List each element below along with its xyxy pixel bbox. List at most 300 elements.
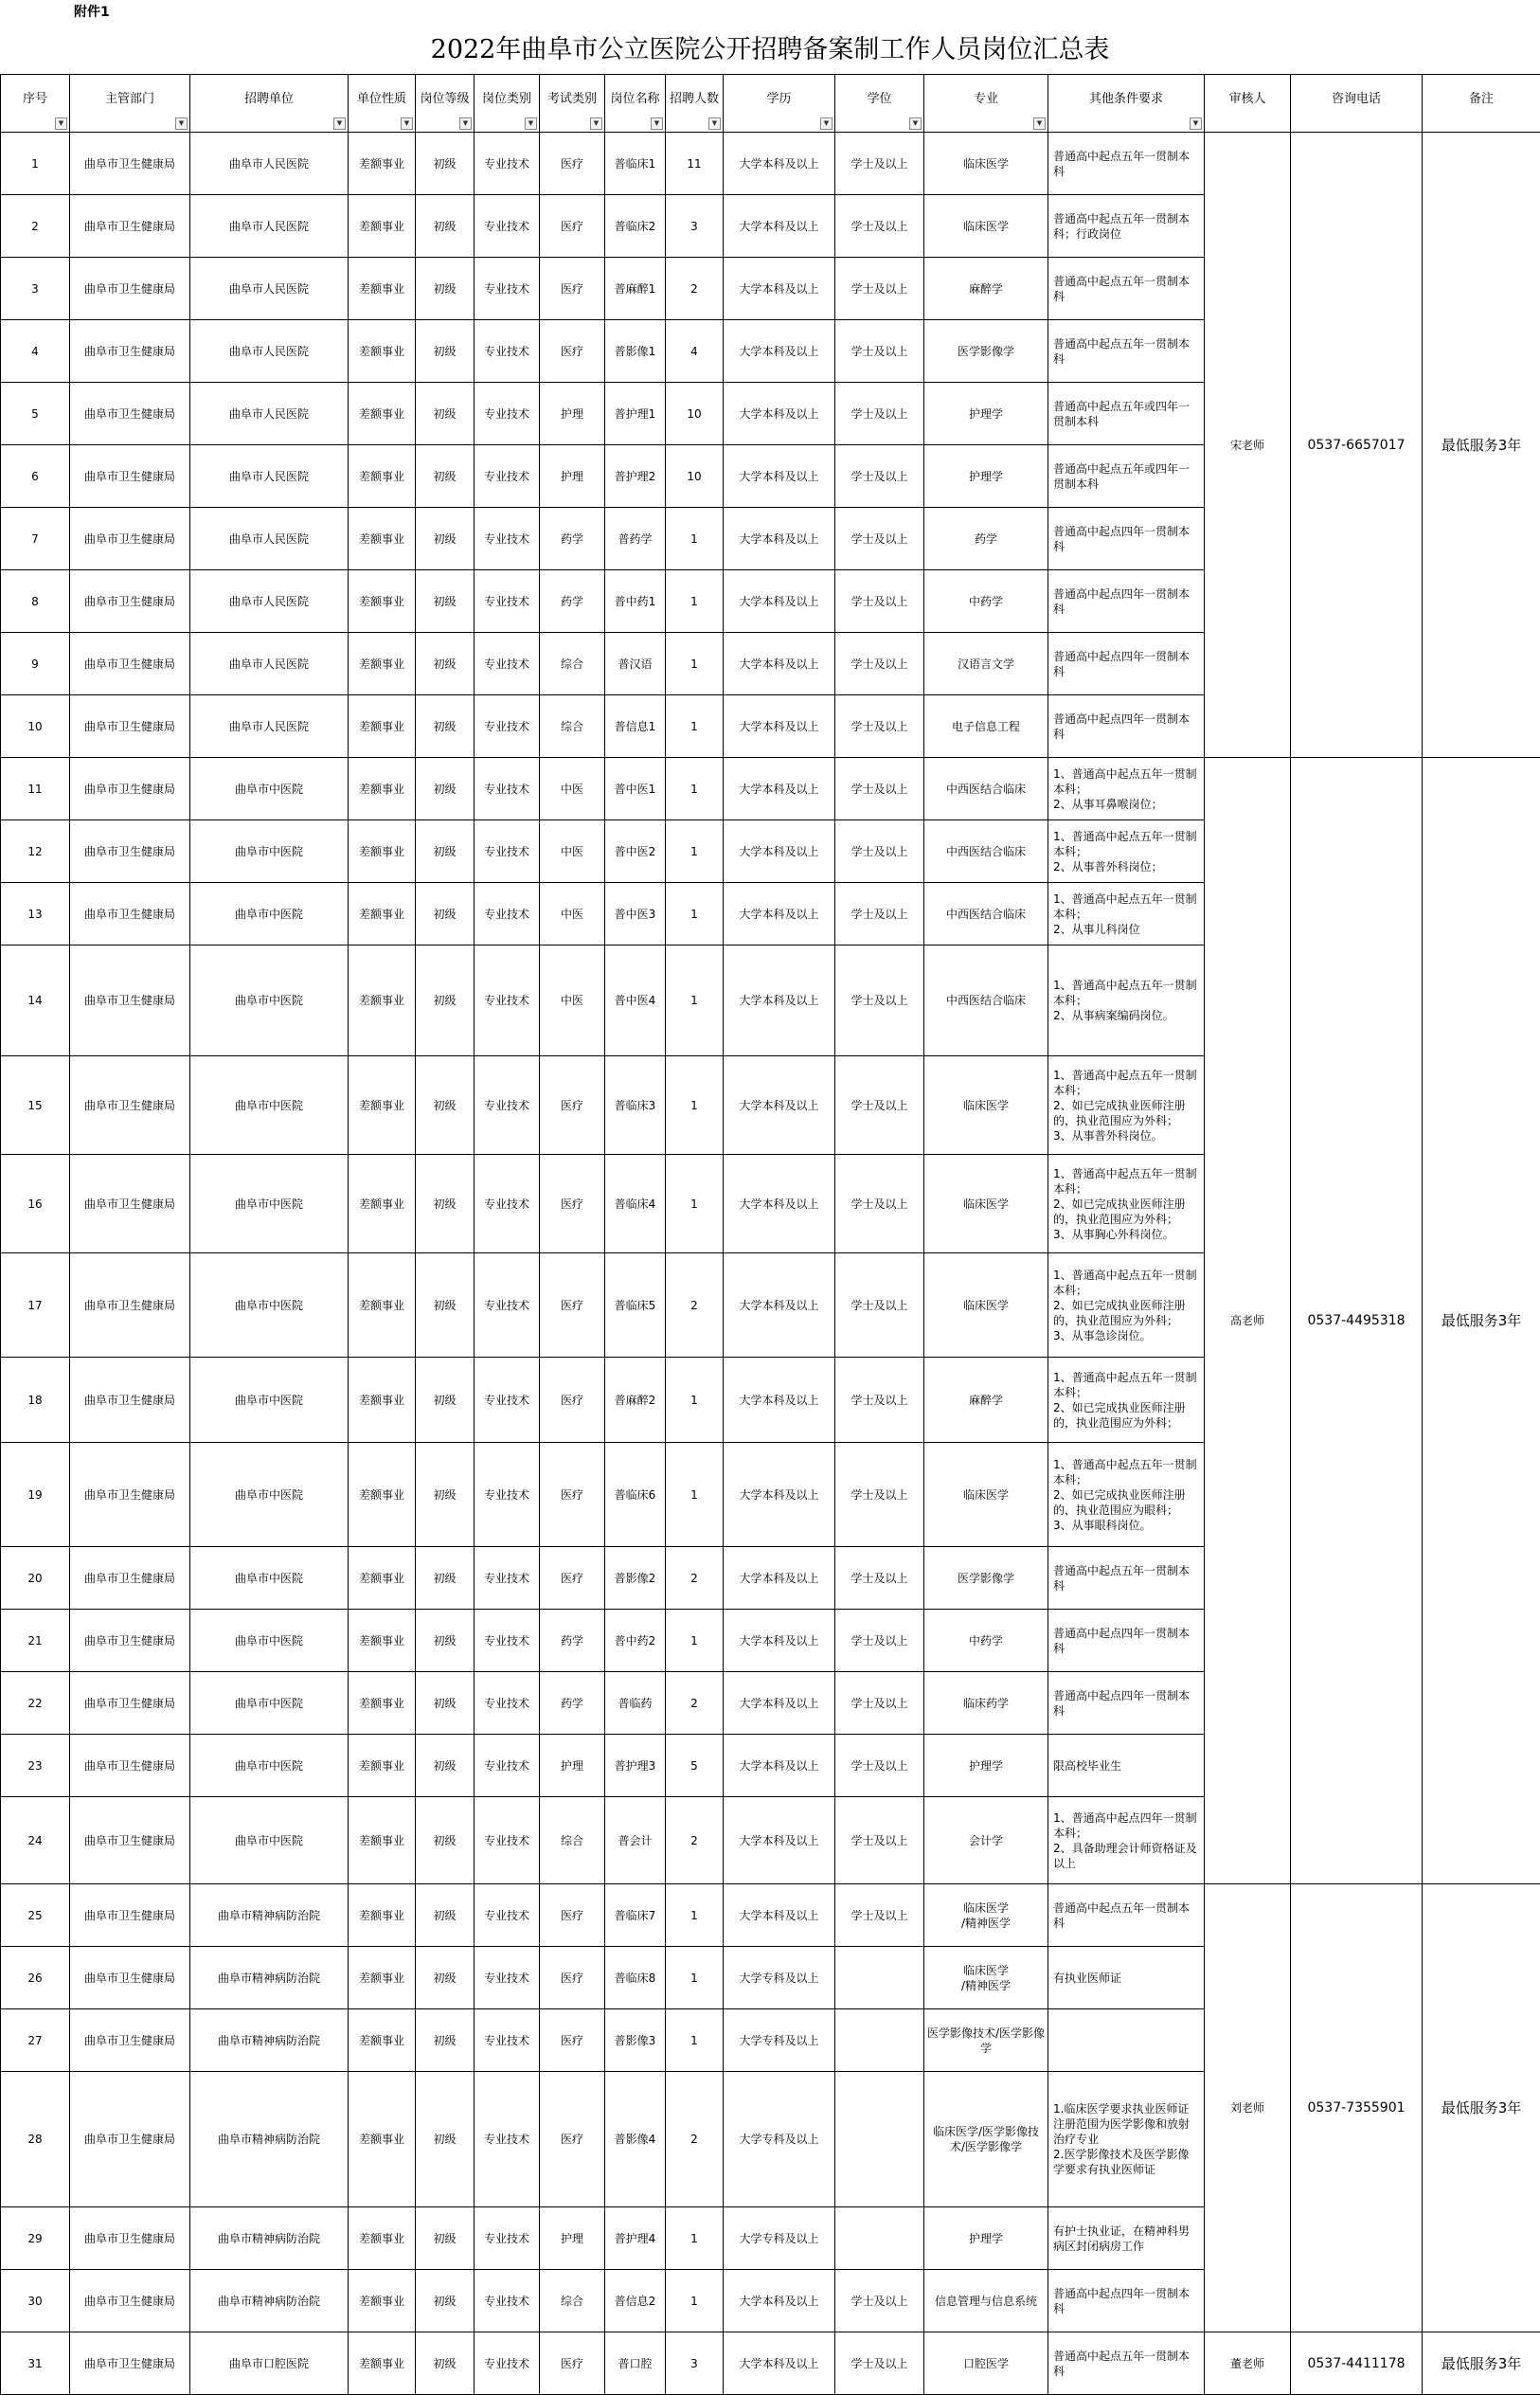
cell-no: 26 (1, 1947, 70, 2009)
cell-edu: 大学专科及以上 (724, 2072, 835, 2207)
cell-count: 4 (666, 320, 724, 383)
cell-category: 专业技术 (475, 1672, 540, 1735)
cell-post: 普临床6 (605, 1443, 666, 1547)
cell-category: 专业技术 (475, 258, 540, 320)
cell-level: 初级 (416, 633, 475, 695)
cell-no: 25 (1, 1884, 70, 1947)
cell-post: 普临床5 (605, 1253, 666, 1358)
cell-major: 临床医学 (924, 1443, 1048, 1547)
cell-level: 初级 (416, 570, 475, 633)
cell-unit: 曲阜市中医院 (190, 1735, 349, 1797)
cell-post: 普口腔 (605, 2332, 666, 2395)
filter-dropdown-icon[interactable]: ▼ (909, 117, 922, 130)
cell-major: 中西医结合临床 (924, 883, 1048, 945)
cell-category: 专业技术 (475, 758, 540, 820)
cell-dept: 曲阜市卫生健康局 (70, 2009, 190, 2072)
cell-other: 1、普通高中起点五年一贯制本科； 2、从事耳鼻喉岗位； (1048, 758, 1205, 820)
cell-exam: 护理 (540, 383, 605, 445)
cell-degree: 学士及以上 (835, 133, 924, 195)
cell-category: 专业技术 (475, 1735, 540, 1797)
cell-count: 1 (666, 570, 724, 633)
cell-level: 初级 (416, 695, 475, 758)
attachment-label: 附件1 (74, 2, 110, 21)
cell-count: 1 (666, 2270, 724, 2332)
cell-nature: 差额事业 (349, 883, 416, 945)
cell-major: 临床医学 (924, 1253, 1048, 1358)
column-header (1048, 75, 1205, 133)
filter-dropdown-icon[interactable]: ▼ (651, 117, 663, 130)
cell-dept: 曲阜市卫生健康局 (70, 2072, 190, 2207)
column-header-label: 单位性质 (357, 92, 406, 106)
cell-unit: 曲阜市人民医院 (190, 383, 349, 445)
cell-edu: 大学本科及以上 (724, 633, 835, 695)
cell-nature: 差额事业 (349, 570, 416, 633)
column-header (924, 75, 1048, 133)
cell-count: 10 (666, 445, 724, 508)
cell-other: 普通高中起点四年一贯制本科 (1048, 1610, 1205, 1672)
cell-nature: 差额事业 (349, 1610, 416, 1672)
filter-dropdown-icon[interactable]: ▼ (525, 117, 537, 130)
cell-post: 普影像3 (605, 2009, 666, 2072)
cell-category: 专业技术 (475, 1056, 540, 1155)
cell-count: 10 (666, 383, 724, 445)
cell-unit: 曲阜市精神病防治院 (190, 2009, 349, 2072)
cell-post: 普临床1 (605, 133, 666, 195)
cell-unit: 曲阜市中医院 (190, 1672, 349, 1735)
cell-no: 7 (1, 508, 70, 570)
cell-nature: 差额事业 (349, 758, 416, 820)
cell-no: 13 (1, 883, 70, 945)
cell-degree: 学士及以上 (835, 508, 924, 570)
cell-unit: 曲阜市人民医院 (190, 570, 349, 633)
cell-post: 普护理3 (605, 1735, 666, 1797)
cell-no: 8 (1, 570, 70, 633)
cell-nature: 差额事业 (349, 1253, 416, 1358)
cell-nature: 差额事业 (349, 2207, 416, 2270)
cell-other: 普通高中起点四年一贯制本科 (1048, 570, 1205, 633)
cell-dept: 曲阜市卫生健康局 (70, 1884, 190, 1947)
cell-exam: 综合 (540, 2270, 605, 2332)
cell-category: 专业技术 (475, 1610, 540, 1672)
cell-edu: 大学本科及以上 (724, 445, 835, 508)
cell-phone: 0537-4411178 (1291, 2332, 1423, 2395)
cell-major: 护理学 (924, 1735, 1048, 1797)
column-header (349, 75, 416, 133)
cell-reviewer: 董老师 (1205, 2332, 1291, 2395)
cell-count: 1 (666, 1610, 724, 1672)
cell-other: 普通高中起点五年一贯制本科 (1048, 1884, 1205, 1947)
cell-major: 临床药学 (924, 1672, 1048, 1735)
cell-edu: 大学本科及以上 (724, 1155, 835, 1253)
cell-degree: 学士及以上 (835, 1735, 924, 1797)
cell-count: 1 (666, 508, 724, 570)
cell-no: 11 (1, 758, 70, 820)
cell-dept: 曲阜市卫生健康局 (70, 1947, 190, 2009)
cell-degree (835, 2207, 924, 2270)
cell-degree: 学士及以上 (835, 195, 924, 258)
cell-major: 护理学 (924, 2207, 1048, 2270)
cell-other: 1、普通高中起点四年一贯制本科； 2、具备助理会计师资格证及以上 (1048, 1797, 1205, 1884)
cell-edu: 大学专科及以上 (724, 1947, 835, 2009)
cell-reviewer: 宋老师 (1205, 133, 1291, 758)
cell-unit: 曲阜市中医院 (190, 1358, 349, 1443)
cell-level: 初级 (416, 1884, 475, 1947)
cell-dept: 曲阜市卫生健康局 (70, 1797, 190, 1884)
cell-major: 护理学 (924, 445, 1048, 508)
cell-category: 专业技术 (475, 1358, 540, 1443)
cell-unit: 曲阜市精神病防治院 (190, 1884, 349, 1947)
cell-count: 1 (666, 1155, 724, 1253)
column-header (1205, 75, 1291, 133)
cell-no: 29 (1, 2207, 70, 2270)
page-title: 2022年曲阜市公立医院公开招聘备案制工作人员岗位汇总表 (0, 27, 1540, 74)
cell-major: 临床医学 (924, 133, 1048, 195)
cell-edu: 大学本科及以上 (724, 570, 835, 633)
cell-category: 专业技术 (475, 2009, 540, 2072)
cell-count: 11 (666, 133, 724, 195)
cell-dept: 曲阜市卫生健康局 (70, 1672, 190, 1735)
cell-post: 普护理2 (605, 445, 666, 508)
cell-post: 普临床8 (605, 1947, 666, 2009)
cell-post: 普中药2 (605, 1610, 666, 1672)
cell-category: 专业技术 (475, 508, 540, 570)
cell-exam: 医疗 (540, 1947, 605, 2009)
cell-dept: 曲阜市卫生健康局 (70, 2270, 190, 2332)
cell-post: 普中医4 (605, 945, 666, 1056)
cell-unit: 曲阜市人民医院 (190, 633, 349, 695)
cell-edu: 大学专科及以上 (724, 2207, 835, 2270)
cell-post: 普护理1 (605, 383, 666, 445)
cell-dept: 曲阜市卫生健康局 (70, 695, 190, 758)
cell-major: 药学 (924, 508, 1048, 570)
cell-exam: 药学 (540, 1672, 605, 1735)
cell-other: 1、普通高中起点五年一贯制本科； 2、从事病案编码岗位。 (1048, 945, 1205, 1056)
cell-edu: 大学本科及以上 (724, 320, 835, 383)
cell-exam: 护理 (540, 1735, 605, 1797)
cell-dept: 曲阜市卫生健康局 (70, 133, 190, 195)
cell-count: 1 (666, 1947, 724, 2009)
cell-edu: 大学本科及以上 (724, 695, 835, 758)
cell-major: 医学影像学 (924, 320, 1048, 383)
cell-exam: 护理 (540, 445, 605, 508)
cell-edu: 大学本科及以上 (724, 133, 835, 195)
cell-exam: 医疗 (540, 195, 605, 258)
cell-dept: 曲阜市卫生健康局 (70, 320, 190, 383)
cell-level: 初级 (416, 195, 475, 258)
cell-nature: 差额事业 (349, 1155, 416, 1253)
cell-dept: 曲阜市卫生健康局 (70, 820, 190, 883)
cell-unit: 曲阜市中医院 (190, 1253, 349, 1358)
cell-level: 初级 (416, 2009, 475, 2072)
cell-major: 临床医学 (924, 1155, 1048, 1253)
filter-dropdown-icon[interactable]: ▼ (708, 117, 721, 130)
cell-no: 6 (1, 445, 70, 508)
cell-degree: 学士及以上 (835, 1547, 924, 1610)
cell-nature: 差额事业 (349, 820, 416, 883)
column-header-label: 备注 (1469, 92, 1494, 106)
cell-dept: 曲阜市卫生健康局 (70, 383, 190, 445)
cell-no: 23 (1, 1735, 70, 1797)
cell-exam: 中医 (540, 883, 605, 945)
cell-dept: 曲阜市卫生健康局 (70, 445, 190, 508)
cell-count: 1 (666, 2009, 724, 2072)
column-header-label: 学历 (766, 92, 791, 106)
cell-exam: 药学 (540, 570, 605, 633)
cell-major: 电子信息工程 (924, 695, 1048, 758)
cell-category: 专业技术 (475, 2270, 540, 2332)
cell-major: 中西医结合临床 (924, 758, 1048, 820)
cell-other: 1、普通高中起点五年一贯制本科； 2、如已完成执业医师注册的，执业范围应为外科； 3、从事急诊岗位。 (1048, 1253, 1205, 1358)
cell-count: 2 (666, 1672, 724, 1735)
cell-major: 麻醉学 (924, 1358, 1048, 1443)
cell-count: 3 (666, 2332, 724, 2395)
cell-other: 1、普通高中起点五年一贯制本科； 2、从事普外科岗位； (1048, 820, 1205, 883)
cell-no: 17 (1, 1253, 70, 1358)
cell-exam: 药学 (540, 508, 605, 570)
cell-no: 21 (1, 1610, 70, 1672)
cell-category: 专业技术 (475, 445, 540, 508)
cell-degree: 学士及以上 (835, 2270, 924, 2332)
table-body (1, 133, 1540, 2395)
cell-degree: 学士及以上 (835, 1253, 924, 1358)
cell-unit: 曲阜市人民医院 (190, 133, 349, 195)
cell-nature: 差额事业 (349, 945, 416, 1056)
cell-major: 医学影像技术/医学影像学 (924, 2009, 1048, 2072)
cell-degree: 学士及以上 (835, 1056, 924, 1155)
table-row (1, 133, 1540, 195)
cell-other: 1、普通高中起点五年一贯制本科； 2、如已完成执业医师注册的，执业范围应为外科； (1048, 1358, 1205, 1443)
filter-dropdown-icon[interactable]: ▼ (1033, 117, 1046, 130)
cell-level: 初级 (416, 2332, 475, 2395)
filter-dropdown-icon[interactable]: ▼ (175, 117, 188, 130)
table-row (1, 2332, 1540, 2395)
cell-count: 1 (666, 883, 724, 945)
cell-phone: 0537-6657017 (1291, 133, 1423, 758)
filter-dropdown-icon[interactable]: ▼ (55, 117, 67, 130)
cell-degree: 学士及以上 (835, 1672, 924, 1735)
cell-level: 初级 (416, 1672, 475, 1735)
cell-unit: 曲阜市口腔医院 (190, 2332, 349, 2395)
cell-category: 专业技术 (475, 570, 540, 633)
cell-unit: 曲阜市中医院 (190, 1610, 349, 1672)
column-header-label: 岗位类别 (482, 92, 531, 106)
cell-degree (835, 2072, 924, 2207)
cell-post: 普中医2 (605, 820, 666, 883)
column-header-label: 审核人 (1228, 92, 1265, 106)
cell-category: 专业技术 (475, 1155, 540, 1253)
cell-exam: 综合 (540, 633, 605, 695)
cell-no: 27 (1, 2009, 70, 2072)
cell-major: 麻醉学 (924, 258, 1048, 320)
cell-edu: 大学本科及以上 (724, 1547, 835, 1610)
cell-no: 9 (1, 633, 70, 695)
cell-nature: 差额事业 (349, 633, 416, 695)
cell-unit: 曲阜市人民医院 (190, 445, 349, 508)
cell-count: 1 (666, 1056, 724, 1155)
cell-exam: 医疗 (540, 1443, 605, 1547)
cell-post: 普影像1 (605, 320, 666, 383)
cell-count: 1 (666, 1443, 724, 1547)
cell-degree: 学士及以上 (835, 1884, 924, 1947)
column-header-label: 考试类别 (547, 92, 597, 106)
cell-category: 专业技术 (475, 633, 540, 695)
cell-nature: 差额事业 (349, 383, 416, 445)
cell-post: 普临床4 (605, 1155, 666, 1253)
cell-exam: 医疗 (540, 1884, 605, 1947)
cell-nature: 差额事业 (349, 1056, 416, 1155)
cell-degree: 学士及以上 (835, 1155, 924, 1253)
cell-exam: 医疗 (540, 1253, 605, 1358)
cell-degree: 学士及以上 (835, 1443, 924, 1547)
cell-edu: 大学本科及以上 (724, 1735, 835, 1797)
cell-degree: 学士及以上 (835, 695, 924, 758)
cell-no: 1 (1, 133, 70, 195)
cell-unit: 曲阜市精神病防治院 (190, 1947, 349, 2009)
column-header (1, 75, 70, 133)
cell-edu: 大学本科及以上 (724, 820, 835, 883)
cell-exam: 中医 (540, 758, 605, 820)
column-header (190, 75, 349, 133)
cell-other (1048, 2009, 1205, 2072)
filter-dropdown-icon[interactable]: ▼ (820, 117, 833, 130)
cell-other: 普通高中起点五年一贯制本科 (1048, 320, 1205, 383)
cell-exam: 医疗 (540, 258, 605, 320)
cell-other: 1、普通高中起点五年一贯制本科； 2、如已完成执业医师注册的，执业范围应为眼科； 3、从事眼科岗位。 (1048, 1443, 1205, 1547)
cell-dept: 曲阜市卫生健康局 (70, 258, 190, 320)
column-header-label: 学位 (867, 92, 891, 106)
cell-other: 普通高中起点五年或四年一贯制本科 (1048, 383, 1205, 445)
cell-unit: 曲阜市中医院 (190, 1443, 349, 1547)
cell-degree: 学士及以上 (835, 258, 924, 320)
cell-unit: 曲阜市精神病防治院 (190, 2072, 349, 2207)
cell-no: 12 (1, 820, 70, 883)
cell-no: 31 (1, 2332, 70, 2395)
cell-major: 中药学 (924, 1610, 1048, 1672)
cell-nature: 差额事业 (349, 2332, 416, 2395)
cell-no: 10 (1, 695, 70, 758)
column-header (475, 75, 540, 133)
cell-dept: 曲阜市卫生健康局 (70, 945, 190, 1056)
cell-edu: 大学本科及以上 (724, 758, 835, 820)
cell-other: 普通高中起点四年一贯制本科 (1048, 695, 1205, 758)
cell-other: 1、普通高中起点五年一贯制本科； 2、从事儿科岗位 (1048, 883, 1205, 945)
cell-edu: 大学本科及以上 (724, 1672, 835, 1735)
cell-category: 专业技术 (475, 883, 540, 945)
cell-other: 普通高中起点四年一贯制本科 (1048, 1672, 1205, 1735)
cell-major: 医学影像学 (924, 1547, 1048, 1610)
column-header (416, 75, 475, 133)
cell-count: 2 (666, 1547, 724, 1610)
cell-edu: 大学本科及以上 (724, 258, 835, 320)
cell-nature: 差额事业 (349, 1547, 416, 1610)
cell-unit: 曲阜市人民医院 (190, 258, 349, 320)
filter-dropdown-icon[interactable]: ▼ (590, 117, 602, 130)
cell-dept: 曲阜市卫生健康局 (70, 633, 190, 695)
cell-category: 专业技术 (475, 195, 540, 258)
cell-dept: 曲阜市卫生健康局 (70, 883, 190, 945)
cell-edu: 大学本科及以上 (724, 195, 835, 258)
cell-exam: 综合 (540, 1797, 605, 1884)
cell-remark: 最低服务3年 (1423, 1884, 1540, 2332)
cell-major: 临床医学 /精神医学 (924, 1947, 1048, 2009)
cell-post: 普临药 (605, 1672, 666, 1735)
cell-dept: 曲阜市卫生健康局 (70, 1443, 190, 1547)
cell-major: 临床医学 (924, 1056, 1048, 1155)
cell-degree: 学士及以上 (835, 820, 924, 883)
cell-level: 初级 (416, 1610, 475, 1672)
cell-category: 专业技术 (475, 1884, 540, 1947)
cell-count: 1 (666, 633, 724, 695)
cell-unit: 曲阜市人民医院 (190, 508, 349, 570)
cell-major: 临床医学 /精神医学 (924, 1884, 1048, 1947)
cell-major: 中西医结合临床 (924, 945, 1048, 1056)
cell-count: 5 (666, 1735, 724, 1797)
filter-dropdown-icon[interactable]: ▼ (401, 117, 413, 130)
filter-dropdown-icon[interactable]: ▼ (333, 117, 346, 130)
cell-level: 初级 (416, 2072, 475, 2207)
cell-other: 限高校毕业生 (1048, 1735, 1205, 1797)
cell-exam: 药学 (540, 1610, 605, 1672)
column-header-label: 岗位等级 (420, 92, 469, 106)
cell-category: 专业技术 (475, 383, 540, 445)
cell-count: 2 (666, 2072, 724, 2207)
cell-major: 信息管理与信息系统 (924, 2270, 1048, 2332)
cell-dept: 曲阜市卫生健康局 (70, 1358, 190, 1443)
filter-dropdown-icon[interactable]: ▼ (1190, 117, 1202, 130)
cell-other: 普通高中起点四年一贯制本科 (1048, 2270, 1205, 2332)
cell-unit: 曲阜市精神病防治院 (190, 2270, 349, 2332)
cell-no: 28 (1, 2072, 70, 2207)
cell-post: 普临床7 (605, 1884, 666, 1947)
cell-post: 普临床3 (605, 1056, 666, 1155)
cell-nature: 差额事业 (349, 445, 416, 508)
cell-unit: 曲阜市中医院 (190, 758, 349, 820)
cell-nature: 差额事业 (349, 1884, 416, 1947)
cell-phone: 0537-7355901 (1291, 1884, 1423, 2332)
cell-major: 护理学 (924, 383, 1048, 445)
cell-nature: 差额事业 (349, 1672, 416, 1735)
cell-count: 1 (666, 2207, 724, 2270)
cell-unit: 曲阜市人民医院 (190, 320, 349, 383)
cell-count: 1 (666, 1358, 724, 1443)
cell-level: 初级 (416, 758, 475, 820)
cell-dept: 曲阜市卫生健康局 (70, 1735, 190, 1797)
cell-category: 专业技术 (475, 1797, 540, 1884)
cell-reviewer: 高老师 (1205, 758, 1291, 1884)
cell-remark: 最低服务3年 (1423, 2332, 1540, 2395)
column-header (835, 75, 924, 133)
table-row (1, 1884, 1540, 1947)
cell-no: 20 (1, 1547, 70, 1610)
filter-dropdown-icon[interactable]: ▼ (459, 117, 472, 130)
cell-post: 普汉语 (605, 633, 666, 695)
cell-count: 1 (666, 945, 724, 1056)
cell-count: 1 (666, 695, 724, 758)
cell-post: 普中医3 (605, 883, 666, 945)
cell-category: 专业技术 (475, 1253, 540, 1358)
cell-exam: 医疗 (540, 1547, 605, 1610)
cell-exam: 医疗 (540, 2332, 605, 2395)
cell-remark: 最低服务3年 (1423, 758, 1540, 1884)
cell-count: 2 (666, 258, 724, 320)
cell-exam: 中医 (540, 945, 605, 1056)
cell-degree: 学士及以上 (835, 2332, 924, 2395)
cell-exam: 中医 (540, 820, 605, 883)
cell-degree: 学士及以上 (835, 945, 924, 1056)
cell-nature: 差额事业 (349, 195, 416, 258)
column-header (540, 75, 605, 133)
cell-major: 中西医结合临床 (924, 820, 1048, 883)
